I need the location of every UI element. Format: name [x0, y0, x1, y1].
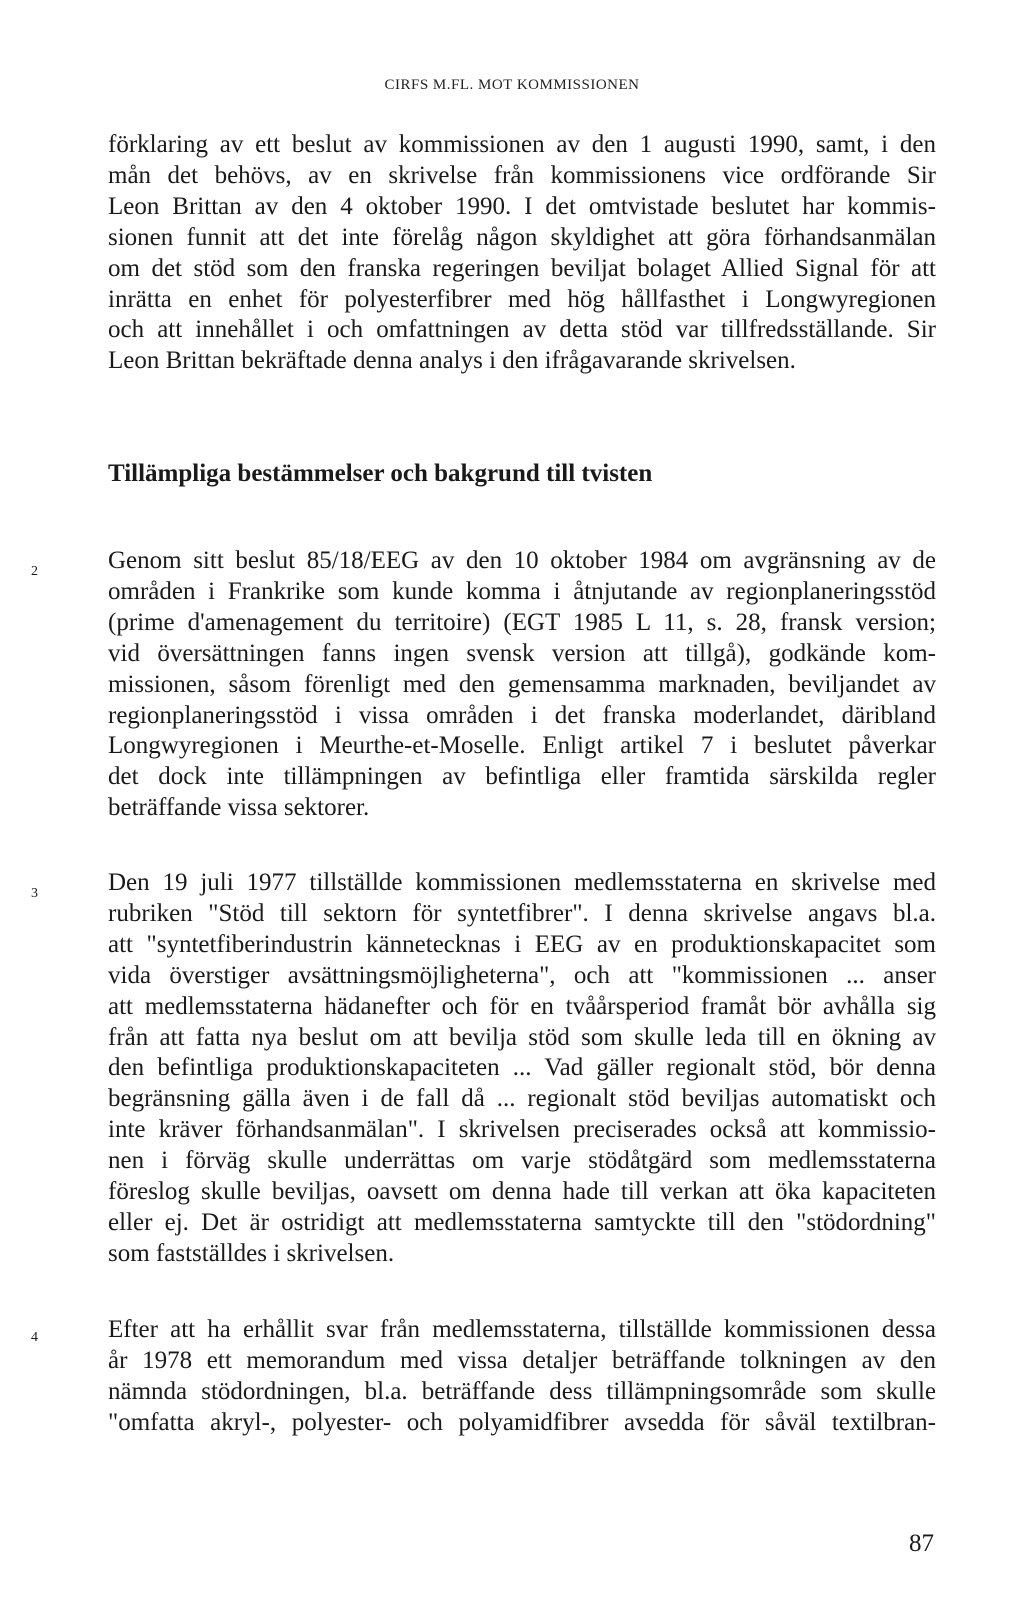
text-line: om det stöd som den franska regeringen beviljat bolaget Allied Signal för att — [108, 254, 936, 282]
text-line: som fastställdes i skrivelsen. — [108, 1239, 395, 1267]
text-line: vida överstiger avsättningsmöjligheterna", och att "kommissionen ... anser — [108, 961, 936, 989]
paragraph-number: 2 — [31, 564, 38, 579]
text-line: Longwyregionen i Meurthe-et-Moselle. Enligt artikel 7 i beslutet påverkar — [108, 732, 936, 760]
text-line: inte kräver förhandsanmälan". I skrivelsen preciserades också att kommissio- — [108, 1116, 936, 1144]
text-line: nämnda stödordningen, bl.a. beträffande dess tillämpningsområde som skulle — [108, 1377, 936, 1405]
text-line: år 1978 ett memorandum med vissa detaljer beträffande tolkningen av den — [108, 1346, 936, 1374]
text-line: områden i Frankrike som kunde komma i åtnjutande av regionplaneringsstöd — [108, 577, 936, 605]
paragraph-4 — [108, 1315, 936, 1439]
text-line: Leon Brittan bekräftade denna analys i den ifrågavarande skrivelsen. — [108, 347, 796, 375]
section-heading: Tillämpliga bestämmelser och bakgrund till tvisten — [108, 460, 653, 487]
text-line: rubriken "Stöd till sektorn för syntetfibrer". I denna skrivelse angavs bl.a. — [108, 899, 936, 927]
text-line: förklaring av ett beslut av kommissionen av den 1 augusti 1990, samt, i den — [108, 131, 936, 158]
intro-paragraph — [108, 130, 936, 377]
text-line: mån det behövs, av en skrivelse från kommissionens vice ordförande Sir — [108, 161, 936, 189]
text-line: från att fatta nya beslut om att bevilja stöd som skulle leda till en ökning av — [108, 1023, 936, 1051]
text-line: det dock inte tillämpningen av befintliga eller framtida särskilda regler — [108, 763, 936, 791]
text-line: (prime d'amenagement du territoire) (EGT 1985 L 11, s. 28, fransk version; — [108, 608, 936, 636]
text-line: "omfatta akryl-, polyester- och polyamidfibrer avsedda för såväl textilbran- — [108, 1408, 936, 1436]
paragraph-number: 3 — [31, 886, 38, 901]
paragraph-3 — [108, 868, 936, 1270]
text-line: att "syntetfiberindustrin kännetecknas i EEG av en produktionskapacitet som — [108, 930, 936, 958]
paragraph-2 — [108, 546, 936, 824]
text-line: Leon Brittan av den 4 oktober 1990. I det omtvistade beslutet har kommis- — [108, 192, 936, 220]
text-line: nen i förväg skulle underrättas om varje stödåtgärd som medlemsstaterna — [108, 1147, 936, 1175]
text-line: beträffande vissa sektorer. — [108, 794, 370, 822]
text-line: inrätta en enhet för polyesterfibrer med hög hållfasthet i Longwyregionen — [108, 285, 936, 313]
page-number: 87 — [909, 1530, 934, 1557]
paragraph-number: 4 — [31, 1330, 38, 1345]
text-line: vid översättningen fanns ingen svensk version att tillgå), godkände kom- — [108, 639, 936, 667]
text-line: sionen funnit att det inte förelåg någon skyldighet att göra förhandsanmälan — [108, 223, 936, 251]
text-line: föreslog skulle beviljas, oavsett om denna hade till verkan att öka kapaciteten — [108, 1178, 936, 1206]
running-head: CIRFS M.FL. MOT KOMMISSIONEN — [384, 77, 640, 93]
text-line: Efter att ha erhållit svar från medlemsstaterna, tillställde kommissionen dessa — [108, 1316, 936, 1343]
text-line: Den 19 juli 1977 tillställde kommissionen medlemsstaterna en skrivelse med — [108, 869, 936, 896]
text-line: Genom sitt beslut 85/18/EEG av den 10 oktober 1984 om avgränsning av de — [108, 547, 936, 574]
text-line: och att innehållet i och omfattningen av detta stöd var tillfredsställande. Sir — [108, 316, 936, 344]
text-line: missionen, såsom förenligt med den gemensamma marknaden, beviljandet av — [108, 670, 936, 698]
text-line: att medlemsstaterna hädanefter och för en tvåårsperiod framåt bör avhålla sig — [108, 992, 936, 1020]
text-line: begränsning gälla även i de fall då ... regionalt stöd beviljas automatiskt och — [108, 1085, 936, 1113]
text-line: den befintliga produktionskapaciteten ... Vad gäller regionalt stöd, bör denna — [108, 1054, 936, 1082]
text-line: regionplaneringsstöd i vissa områden i det franska moderlandet, däribland — [108, 701, 936, 729]
text-line: eller ej. Det är ostridigt att medlemsstaterna samtyckte till den "stödordning" — [108, 1208, 936, 1236]
